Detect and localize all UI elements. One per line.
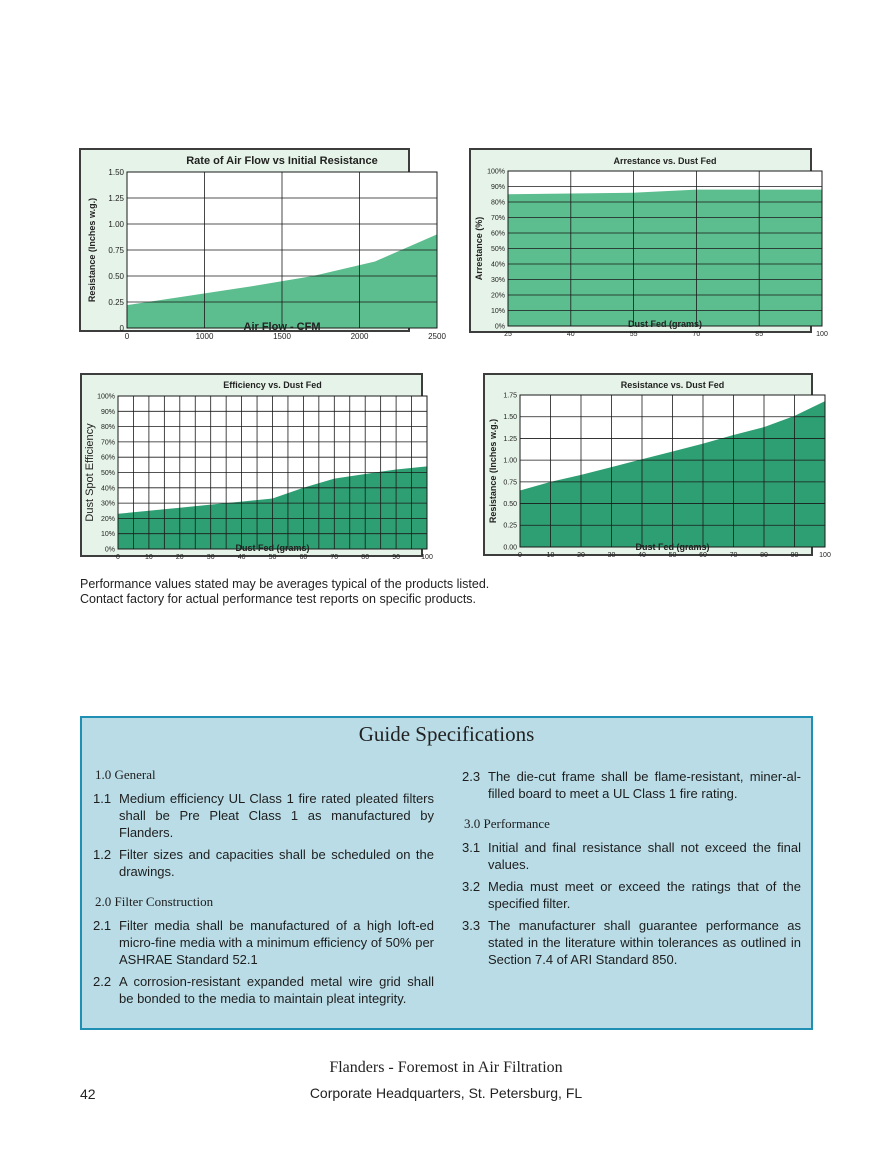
y-tick-label: 100% [487, 168, 505, 176]
x-axis-label: Air Flow - CFM [243, 321, 321, 333]
x-tick-label: 0 [116, 554, 120, 561]
x-tick-label: 70 [330, 554, 339, 561]
y-axis-label: Resistance (Inches w.g.) [488, 418, 498, 524]
x-tick-label: 40 [566, 331, 575, 338]
spec-item [93, 846, 434, 880]
x-tick-label: 90 [392, 554, 400, 561]
y-tick-label: 1.50 [503, 414, 517, 422]
chart-efficiency-svg [82, 375, 433, 561]
y-tick-label: 0.00 [503, 544, 517, 552]
note-line-1: Performance values stated may be averages typical of the products listed. [80, 577, 490, 591]
x-tick-label: 1500 [273, 332, 291, 341]
y-tick-label: 80% [490, 199, 505, 207]
y-tick-label: 10% [100, 531, 115, 539]
x-axis-label: Dust Fed (grams) [627, 319, 703, 329]
y-tick-label: 0.25 [503, 522, 517, 530]
x-tick-label: 20 [175, 554, 184, 561]
spec-item-text: Media must meet or exceed the ratings that of the specified filter. [488, 879, 801, 911]
y-tick-label: 0% [104, 546, 115, 554]
y-tick-label: 40% [100, 485, 115, 493]
x-tick-label: 80 [760, 552, 768, 559]
chart-title: Resistance vs. Dust Fed [620, 380, 725, 390]
section-heading: 1.0 General [95, 767, 156, 782]
y-tick-label: 30% [490, 276, 505, 284]
x-tick-label: 55 [629, 331, 638, 338]
y-tick-label: 0 [119, 323, 124, 333]
footer-tagline: Flanders - Foremost in Air Filtration [329, 1059, 563, 1076]
y-tick-label: 20% [100, 515, 115, 523]
y-tick-label: 40% [490, 261, 505, 269]
chart-efficiency [80, 373, 433, 561]
y-axis-label: Resistance (Inches w.g.) [87, 197, 97, 303]
chart-title: Arrestance vs. Dust Fed [613, 156, 717, 166]
x-tick-label: 25 [504, 331, 512, 338]
spec-item-text: The manufacturer shall guarantee performance as stated in the literature within tolerances as outlined in Section 7.4 of ARI Standard 850. [488, 918, 801, 967]
spec-column-right [462, 768, 801, 973]
spec-item-text: Medium efficiency UL Class 1 fire rated pleated filters shall be Pre Pleat Class 1 as manufactured by Flanders. [119, 791, 434, 840]
x-tick-label: 10 [145, 554, 153, 561]
y-tick-label: 100% [97, 393, 115, 401]
x-tick-label: 40 [237, 554, 246, 561]
x-tick-label: 100 [421, 554, 433, 561]
spec-item [93, 973, 434, 1007]
y-tick-label: 1.25 [503, 435, 517, 443]
x-tick-label: 85 [755, 331, 764, 338]
page-number: 42 [80, 1086, 96, 1102]
y-tick-label: 1.00 [108, 219, 124, 229]
series-area [508, 190, 822, 326]
spec-item-number: 3.3 [462, 918, 481, 933]
x-tick-label: 70 [692, 331, 701, 338]
y-tick-label: 70% [100, 439, 115, 447]
y-tick-label: 1.25 [108, 193, 124, 203]
y-tick-label: 50% [100, 469, 115, 477]
spec-item-number: 2.1 [93, 918, 112, 933]
y-tick-label: 1.50 [108, 167, 124, 177]
spec-item-number: 1.2 [93, 847, 112, 862]
x-tick-label: 30 [206, 554, 215, 561]
chart-arrestance [469, 148, 828, 338]
y-axis-label: Arrestance (%) [474, 216, 484, 281]
x-tick-label: 60 [699, 552, 707, 559]
spec-column-left [93, 766, 434, 1012]
x-tick-label: 100 [816, 331, 828, 338]
spec-item [462, 878, 801, 912]
y-tick-label: 0.75 [503, 479, 517, 487]
y-tick-label: 10% [490, 307, 505, 315]
spec-item-text: A corrosion-resistant expanded metal wire grid shall be bonded to the media to maintain pleat integrity. [119, 974, 434, 1006]
y-tick-label: 0.25 [108, 297, 124, 307]
x-tick-label: 90 [790, 552, 799, 559]
spec-item [462, 839, 801, 873]
section-heading: 3.0 Performance [464, 816, 550, 831]
x-tick-label: 2000 [350, 332, 369, 341]
x-tick-label: 0 [518, 552, 522, 559]
y-tick-label: 60% [100, 454, 115, 462]
spec-item-number: 2.2 [93, 974, 112, 989]
spec-item [93, 917, 434, 968]
spec-item [462, 917, 801, 968]
y-tick-label: 70% [490, 214, 505, 222]
chart-title: Efficiency vs. Dust Fed [223, 380, 322, 390]
y-tick-label: 50% [490, 245, 505, 253]
spec-item [93, 790, 434, 841]
y-tick-label: 90% [490, 183, 505, 191]
x-tick-label: 30 [607, 552, 616, 559]
chart-airflow-resistance-svg [81, 150, 446, 341]
x-tick-label: 50 [668, 552, 677, 559]
guide-title: Guide Specifications [358, 722, 535, 746]
y-tick-label: 80% [100, 424, 115, 432]
y-tick-label: 60% [490, 230, 505, 238]
x-tick-label: 70 [729, 552, 738, 559]
y-tick-label: 30% [100, 500, 115, 508]
y-tick-label: 0.75 [108, 245, 124, 255]
chart-title: Rate of Air Flow vs Initial Resistance [186, 155, 378, 167]
y-tick-label: 0.50 [108, 271, 124, 281]
y-tick-label: 1.75 [503, 392, 517, 400]
x-tick-label: 80 [361, 554, 370, 561]
performance-note [80, 577, 489, 607]
note-line-2: Contact factory for actual performance test reports on specific products. [80, 592, 477, 606]
x-tick-label: 10 [546, 552, 555, 559]
chart-arrestance-svg [471, 150, 828, 338]
spec-item-text: Filter media shall be manufactured of a high loft-ed micro-fine media with a minimum efficiency of 50% per ASHRAE Standard 52.1 [119, 918, 434, 967]
y-axis-label: Dust Spot Efficiency [84, 423, 96, 522]
x-tick-label: 60 [299, 554, 308, 561]
y-tick-label: 0.50 [503, 501, 517, 509]
spec-item-number: 2.3 [462, 769, 481, 784]
y-tick-label: 1.00 [503, 457, 517, 465]
chart-resistance-dust-svg [485, 375, 831, 559]
guide-specifications-panel [80, 716, 813, 1030]
chart-airflow-resistance [79, 148, 446, 341]
x-tick-label: 40 [638, 552, 646, 559]
x-axis-label: Dust Fed (grams) [635, 542, 710, 552]
spec-item-text: Filter sizes and capacities shall be scheduled on the drawings. [119, 847, 434, 879]
spec-item-text: The die-cut frame shall be flame-resistant, miner-al-filled board to meet a UL Class 1 fire rating. [488, 769, 801, 801]
spec-item-number: 3.1 [462, 840, 481, 855]
x-tick-label: 0 [124, 332, 130, 341]
spec-item-number: 3.2 [462, 879, 481, 894]
x-tick-label: 100 [819, 552, 831, 559]
y-tick-label: 90% [100, 408, 115, 416]
x-tick-label: 50 [268, 554, 277, 561]
chart-resistance-dust [483, 373, 831, 559]
footer-address: Corporate Headquarters, St. Petersburg, FL [309, 1085, 583, 1101]
y-tick-label: 20% [490, 292, 505, 300]
spec-item [462, 768, 801, 802]
x-tick-label: 1000 [195, 332, 214, 341]
x-tick-label: 2500 [428, 332, 446, 341]
spec-item-text: Initial and final resistance shall not exceed the final values. [488, 840, 801, 872]
spec-item-number: 1.1 [93, 791, 112, 806]
x-tick-label: 20 [577, 552, 585, 559]
section-heading: 2.0 Filter Construction [95, 894, 214, 909]
y-tick-label: 0% [494, 323, 505, 331]
x-axis-label: Dust Fed (grams) [235, 543, 310, 553]
